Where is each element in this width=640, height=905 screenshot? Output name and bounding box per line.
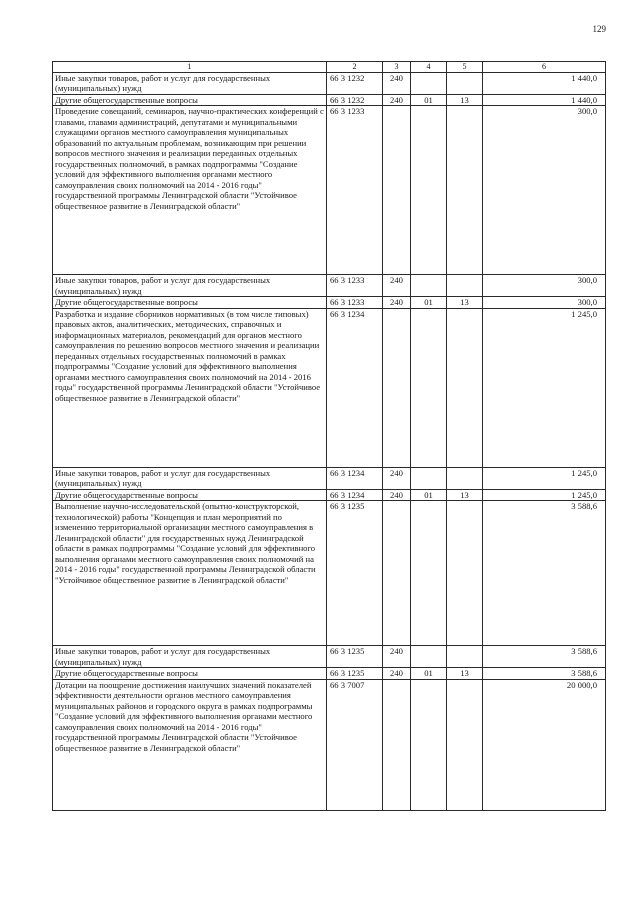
row-rz-cell bbox=[411, 308, 447, 467]
row-name-cell: Иные закупки товаров, работ и услуг для государственных (муниципальных) нужд bbox=[53, 73, 327, 95]
table-row bbox=[53, 275, 606, 297]
row-code-cell: 66 3 1232 bbox=[327, 73, 383, 95]
row-code-cell: 66 3 1235 bbox=[327, 501, 383, 646]
row-pr-cell bbox=[447, 646, 483, 668]
row-vr-cell: 240 bbox=[383, 467, 411, 489]
row-code-cell: 66 3 1233 bbox=[327, 106, 383, 275]
row-vr-cell: 240 bbox=[383, 73, 411, 95]
row-name-cell: Иные закупки товаров, работ и услуг для государственных (муниципальных) нужд bbox=[53, 467, 327, 489]
table-row bbox=[53, 73, 606, 95]
row-vr-cell: 240 bbox=[383, 297, 411, 308]
row-code-cell: 66 3 1234 bbox=[327, 467, 383, 489]
column-header-4: 4 bbox=[411, 62, 447, 73]
row-pr-cell: 13 bbox=[447, 95, 483, 106]
row-code-cell: 66 3 1235 bbox=[327, 646, 383, 668]
row-rz-cell bbox=[411, 73, 447, 95]
table-row bbox=[53, 297, 606, 308]
row-rz-cell: 01 bbox=[411, 95, 447, 106]
row-code-cell: 66 3 1232 bbox=[327, 95, 383, 106]
row-name-cell: Разработка и издание сборников нормативных (в том числе типовых) правовых актов, аналитических, методических, справочных и информационных материалов, рекомендаций для органов местного самоуправления по решению вопросов местного значения и реализации переданных отдельных государственных полномочий в рамках подпрограммы "Создание условий для эффективного выполнения органами местного самоуправления своих полномочий на 2014 - 2016 годы" государственной программы Ленинградской области "Устойчивое общественное развитие в Ленинградской области" bbox=[53, 308, 327, 467]
row-name-cell: Другие общегосударственные вопросы bbox=[53, 489, 327, 500]
row-sum-cell: 3 588,6 bbox=[483, 668, 606, 679]
row-sum-cell: 1 440,0 bbox=[483, 95, 606, 106]
row-vr-cell bbox=[383, 679, 411, 810]
row-vr-cell: 240 bbox=[383, 275, 411, 297]
row-rz-cell bbox=[411, 275, 447, 297]
row-sum-cell: 1 245,0 bbox=[483, 308, 606, 467]
row-code-cell: 66 3 1234 bbox=[327, 489, 383, 500]
row-name-cell: Дотации на поощрение достижения наилучших значений показателей эффективности деятельности органов местного самоуправления муниципальных районов и городского округа в рамках подпрограммы "Создание условий для эффективного выполнения органами местного самоуправления своих полномочий на 2014 - 2016 годы" государственной программы Ленинградской области "Устойчивое общественное развитие в Ленинградской области" bbox=[53, 679, 327, 810]
row-pr-cell bbox=[447, 679, 483, 810]
table-row bbox=[53, 668, 606, 679]
row-sum-cell: 300,0 bbox=[483, 275, 606, 297]
row-name-cell: Проведение совещаний, семинаров, научно-практических конференций с главами, главами администраций, депутатами и муниципальными служащими органов местного самоуправления муниципальных образований по актуальным проблемам, возникающим при решении вопросов местного значения и реализации переданных отдельных государственных полномочий, в рамках подпрограммы "Создание условий для эффективного выполнения органами местного самоуправления своих полномочий на 2014 - 2016 годы" государственной программы Ленинградской области "Устойчивое общественное развитие в Ленинградской области" bbox=[53, 106, 327, 275]
row-sum-cell: 3 588,6 bbox=[483, 501, 606, 646]
table-row bbox=[53, 646, 606, 668]
row-sum-cell: 20 000,0 bbox=[483, 679, 606, 810]
column-header-3: 3 bbox=[383, 62, 411, 73]
table-row bbox=[53, 308, 606, 467]
row-vr-cell: 240 bbox=[383, 489, 411, 500]
row-code-cell: 66 3 1234 bbox=[327, 308, 383, 467]
row-pr-cell bbox=[447, 106, 483, 275]
row-pr-cell bbox=[447, 275, 483, 297]
row-vr-cell bbox=[383, 308, 411, 467]
row-pr-cell bbox=[447, 467, 483, 489]
row-sum-cell: 300,0 bbox=[483, 297, 606, 308]
row-name-cell: Иные закупки товаров, работ и услуг для государственных (муниципальных) нужд bbox=[53, 646, 327, 668]
table-row bbox=[53, 467, 606, 489]
row-code-cell: 66 3 7007 bbox=[327, 679, 383, 810]
row-rz-cell bbox=[411, 106, 447, 275]
row-rz-cell: 01 bbox=[411, 489, 447, 500]
row-pr-cell bbox=[447, 73, 483, 95]
row-pr-cell: 13 bbox=[447, 489, 483, 500]
row-rz-cell bbox=[411, 467, 447, 489]
row-pr-cell: 13 bbox=[447, 297, 483, 308]
row-name-cell: Другие общегосударственные вопросы bbox=[53, 95, 327, 106]
row-name-cell: Иные закупки товаров, работ и услуг для государственных (муниципальных) нужд bbox=[53, 275, 327, 297]
row-vr-cell: 240 bbox=[383, 668, 411, 679]
row-sum-cell: 300,0 bbox=[483, 106, 606, 275]
row-vr-cell: 240 bbox=[383, 95, 411, 106]
row-code-cell: 66 3 1235 bbox=[327, 668, 383, 679]
column-header-5: 5 bbox=[447, 62, 483, 73]
row-rz-cell bbox=[411, 501, 447, 646]
row-pr-cell: 13 bbox=[447, 668, 483, 679]
table-body bbox=[53, 73, 606, 811]
row-sum-cell: 1 440,0 bbox=[483, 73, 606, 95]
row-pr-cell bbox=[447, 308, 483, 467]
column-header-1: 1 bbox=[53, 62, 327, 73]
table-row bbox=[53, 679, 606, 810]
table-row bbox=[53, 489, 606, 500]
page-number: 129 bbox=[592, 24, 606, 34]
budget-table bbox=[52, 61, 606, 811]
row-sum-cell: 3 588,6 bbox=[483, 646, 606, 668]
table-row bbox=[53, 95, 606, 106]
row-vr-cell bbox=[383, 501, 411, 646]
row-code-cell: 66 3 1233 bbox=[327, 297, 383, 308]
row-name-cell: Выполнение научно-исследовательской (опытно-конструкторской, технологической) работы "Концепция и план мероприятий по изменению территориальной организации местного самоуправления в Ленинградской области" для государственных нужд Ленинградской области в рамках подпрограммы "Создание условий для эффективного выполнения органами местного самоуправления своих полномочий на 2014 - 2016 годы" государственной программы Ленинградской области "Устойчивое общественное развитие в Ленинградской области" bbox=[53, 501, 327, 646]
row-rz-cell: 01 bbox=[411, 668, 447, 679]
row-sum-cell: 1 245,0 bbox=[483, 489, 606, 500]
column-header-6: 6 bbox=[483, 62, 606, 73]
row-code-cell: 66 3 1233 bbox=[327, 275, 383, 297]
row-rz-cell: 01 bbox=[411, 297, 447, 308]
row-vr-cell bbox=[383, 106, 411, 275]
row-sum-cell: 1 245,0 bbox=[483, 467, 606, 489]
row-vr-cell: 240 bbox=[383, 646, 411, 668]
row-name-cell: Другие общегосударственные вопросы bbox=[53, 297, 327, 308]
table-row bbox=[53, 106, 606, 275]
row-rz-cell bbox=[411, 679, 447, 810]
row-pr-cell bbox=[447, 501, 483, 646]
column-number-row bbox=[53, 62, 606, 73]
column-header-2: 2 bbox=[327, 62, 383, 73]
row-rz-cell bbox=[411, 646, 447, 668]
row-name-cell: Другие общегосударственные вопросы bbox=[53, 668, 327, 679]
table-row bbox=[53, 501, 606, 646]
